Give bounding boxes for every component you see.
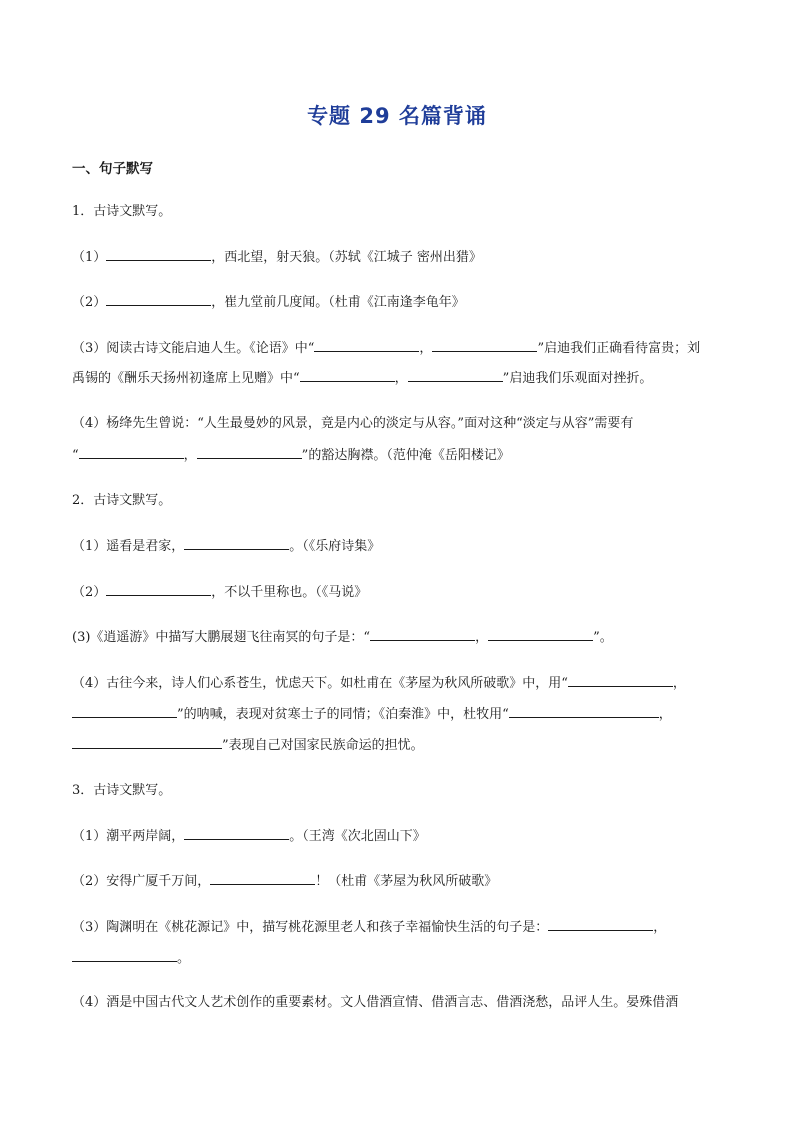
q1-item-1: （1） ，西北望，射天狼。（苏轼《江城子 密州出猎》 xyxy=(72,247,482,268)
answer-blank[interactable] xyxy=(370,627,475,641)
answer-blank[interactable] xyxy=(300,368,395,382)
q2-item-2: （2） ，不以千里称也。（《马说》 xyxy=(72,582,367,603)
q1-heading: 1．古诗文默写。 xyxy=(72,204,172,219)
q3-heading: 3．古诗文默写。 xyxy=(72,783,172,798)
q1-item-4-line2: “ ， ”的豁达胸襟。（范仲淹《岳阳楼记》 xyxy=(72,445,510,466)
q2-item-4-line3: ”表现自己对国家民族命运的担忧。 xyxy=(72,735,424,756)
q2-item-4-line1: （4）古往今来，诗人们心系苍生，忧虑天下。如杜甫在《茅屋为秋风所破歌》中，用“ ， xyxy=(72,673,686,694)
answer-blank[interactable] xyxy=(106,292,211,306)
q1-item-3-line1: （3）阅读古诗文能启迪人生。《论语》中“ ， ”启迪我们正确看待富贵；刘 xyxy=(72,338,700,359)
answer-blank[interactable] xyxy=(408,368,503,382)
q2-item-4-line2: ”的呐喊，表现对贫寒士子的同情；《泊秦淮》中，杜牧用“ ， xyxy=(72,704,672,725)
answer-blank[interactable] xyxy=(106,247,211,261)
answer-blank[interactable] xyxy=(184,826,289,840)
q3-item-1: （1）潮平两岸阔， 。（王湾《次北固山下》 xyxy=(72,826,426,847)
answer-blank[interactable] xyxy=(72,704,177,718)
answer-blank[interactable] xyxy=(488,627,593,641)
answer-blank[interactable] xyxy=(184,536,289,550)
q1-item-2: （2） ，崔九堂前几度闻。（杜甫《江南逢李龟年》 xyxy=(72,292,465,313)
answer-blank[interactable] xyxy=(79,445,184,459)
answer-blank[interactable] xyxy=(314,338,419,352)
section-heading: 一、句子默写 xyxy=(72,161,153,177)
answer-blank[interactable] xyxy=(197,445,302,459)
answer-blank[interactable] xyxy=(72,735,222,749)
document-title: 专题 29 名篇背诵 xyxy=(307,104,487,128)
answer-blank[interactable] xyxy=(106,582,211,596)
answer-blank[interactable] xyxy=(72,948,177,962)
answer-blank[interactable] xyxy=(548,917,653,931)
q3-item-4-line1: （4）酒是中国古代文人艺术创作的重要素材。文人借酒宣情、借酒言志、借酒浇愁，品评人生。晏殊借酒 xyxy=(72,995,679,1010)
q1-item-4-line1: （4）杨绛先生曾说：“人生最曼妙的风景，竟是内心的淡定与从容。”面对这种“淡定与从容”需要有 xyxy=(72,416,634,431)
q3-item-3-line2: 。 xyxy=(72,948,190,969)
answer-blank[interactable] xyxy=(210,871,315,885)
answer-blank[interactable] xyxy=(509,704,659,718)
q2-item-3: (3)《逍遥游》中描写大鹏展翅飞往南冥的句子是：“ ， ”。 xyxy=(72,627,613,648)
q3-item-3-line1: （3）陶渊明在《桃花源记》中，描写桃花源里老人和孩子幸福愉快生活的句子是： ， xyxy=(72,917,666,938)
answer-blank[interactable] xyxy=(568,673,673,687)
answer-blank[interactable] xyxy=(432,338,537,352)
q2-item-1: （1）遥看是君家， 。（《乐府诗集》 xyxy=(72,536,380,557)
q2-heading: 2．古诗文默写。 xyxy=(72,493,172,508)
q3-item-2: （2）安得广厦千万间， ！（杜甫《茅屋为秋风所破歌》 xyxy=(72,871,497,892)
q1-item-3-line2: 禹锡的《酬乐天扬州初逢席上见赠》中“ ， ”启迪我们乐观面对挫折。 xyxy=(72,368,652,389)
